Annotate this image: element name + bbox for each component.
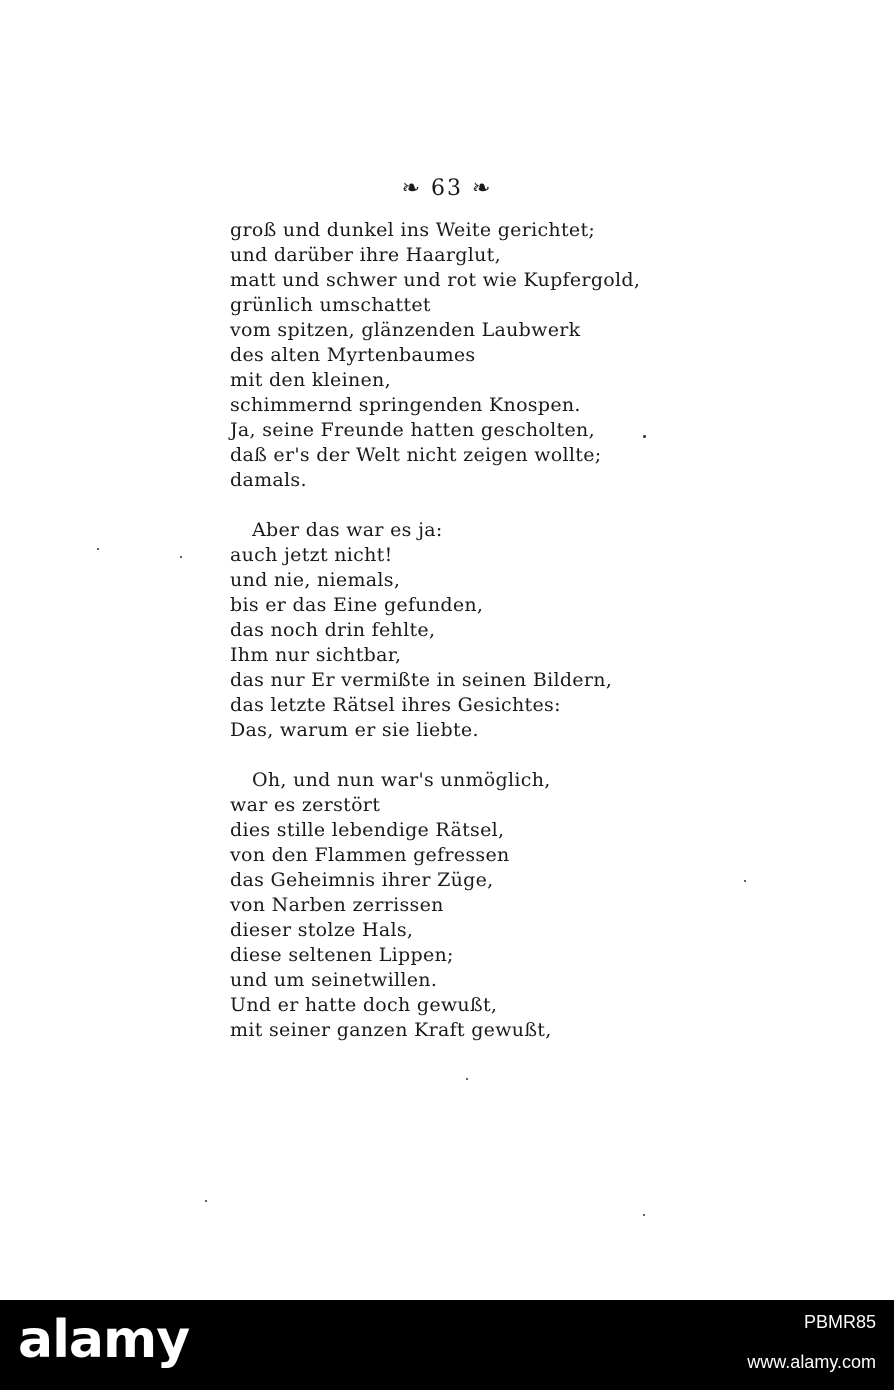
image-id: PBMR85 <box>803 1312 876 1332</box>
poem-text <box>230 218 640 1068</box>
scan-speck <box>180 556 182 558</box>
scan-speck <box>205 1200 207 1202</box>
page-number: ❧ 63 ❧ <box>401 176 493 201</box>
poem-line: Aber das war es ja: <box>252 519 443 541</box>
poem-line: von Narben zerrissen <box>230 894 444 916</box>
poem-line: war es zerstört <box>230 794 381 816</box>
poem-line: das noch drin fehlte, <box>230 619 436 641</box>
poem-line: Oh, und nun war's unmöglich, <box>252 769 551 791</box>
poem-line: daß er's der Welt nicht zeigen wollte; <box>230 444 602 466</box>
scan-speck <box>466 1078 468 1080</box>
scan-speck <box>97 548 99 550</box>
poem-line: vom spitzen, glänzenden Laubwerk <box>230 319 581 341</box>
stanza-2 <box>230 518 640 743</box>
poem-line: dies stille lebendige Rätsel, <box>230 819 505 841</box>
scan-speck <box>643 435 646 438</box>
watermark-footer <box>0 1300 894 1390</box>
poem-line: dieser stolze Hals, <box>230 919 414 941</box>
poem-line: bis er das Eine gefunden, <box>230 594 484 616</box>
stanza-1 <box>230 218 640 493</box>
stanza-3 <box>230 768 640 1043</box>
poem-line: mit seiner ganzen Kraft gewußt, <box>230 1019 552 1041</box>
poem-line: schimmernd springenden Knospen. <box>230 394 581 416</box>
poem-line: Ja, seine Freunde hatten gescholten, <box>230 419 595 441</box>
poem-line: das Geheimnis ihrer Züge, <box>230 869 494 891</box>
poem-line: das nur Er vermißte in seinen Bildern, <box>230 669 613 691</box>
poem-line: Ihm nur sichtbar, <box>230 644 402 666</box>
poem-line: damals. <box>230 469 307 491</box>
poem-line: mit den kleinen, <box>230 369 391 391</box>
scan-speck <box>744 880 746 882</box>
poem-line: Und er hatte doch gewußt, <box>230 994 498 1016</box>
poem-line: groß und dunkel ins Weite gerichtet; <box>230 219 596 241</box>
poem-line: und darüber ihre Haarglut, <box>230 244 501 266</box>
poem-line: diese seltenen Lippen; <box>230 944 454 966</box>
poem-line: das letzte Rätsel ihres Gesichtes: <box>230 694 561 716</box>
poem-line: und nie, niemals, <box>230 569 401 591</box>
scan-speck <box>643 1214 645 1216</box>
poem-line: Das, warum er sie liebte. <box>230 719 479 741</box>
poem-line: und um seinetwillen. <box>230 969 438 991</box>
poem-line: matt und schwer und rot wie Kupfergold, <box>230 269 641 291</box>
alamy-logo: alamy <box>18 1310 190 1370</box>
poem-line: des alten Myrtenbaumes <box>230 344 476 366</box>
poem-line: von den Flammen gefressen <box>230 844 510 866</box>
poem-line: grünlich umschattet <box>230 294 431 316</box>
site-url: www.alamy.com <box>747 1352 876 1372</box>
poem-line: auch jetzt nicht! <box>230 544 393 566</box>
